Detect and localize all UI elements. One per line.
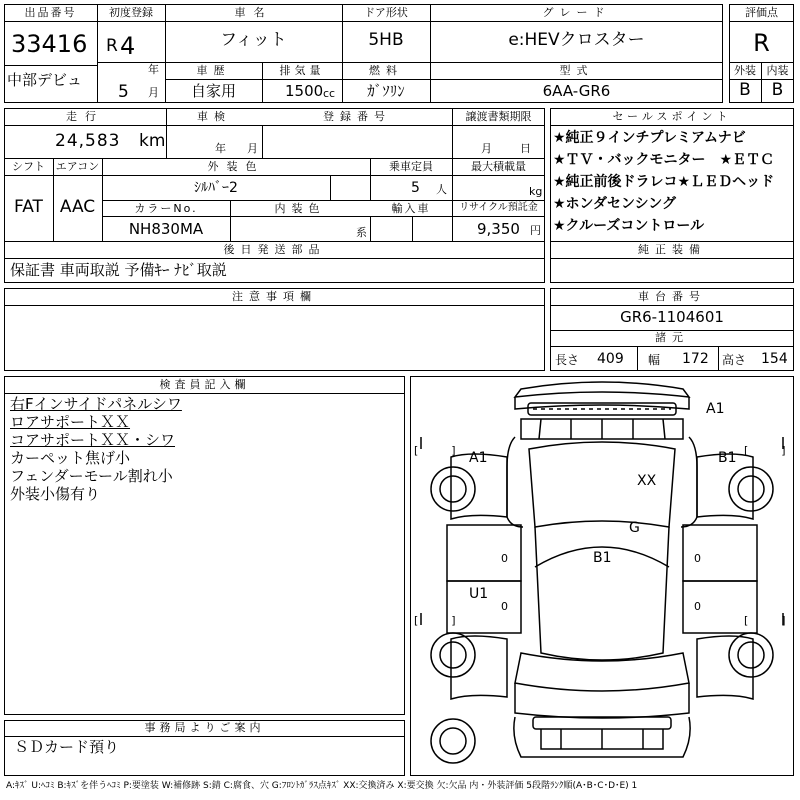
chassis-label: 車台番号: [638, 290, 706, 303]
load-label: 最大積載量: [471, 160, 526, 173]
office-label: 事務局よりご案内: [144, 721, 265, 734]
inspector-line: 外装小傷有り: [10, 485, 101, 503]
damage-mark: B1: [718, 450, 737, 466]
sales-point: ★クルーズコントロール: [553, 218, 705, 234]
transfer-label: 譲渡書類期限: [465, 110, 532, 123]
shift-value: FAT: [14, 197, 43, 217]
fuel-label: 燃料: [369, 64, 403, 77]
year-value: 4: [120, 32, 136, 60]
grade-value: e:HEVクロスター: [508, 30, 645, 50]
exterior-label: 外装: [734, 64, 756, 77]
inspection-label: 車検: [197, 110, 231, 123]
import-label: 輸入車: [391, 202, 431, 215]
bracket-mark: [ ]: [414, 444, 456, 457]
history-label: 車歴: [196, 64, 231, 77]
damage-mark: G: [629, 520, 640, 536]
legend-text: A:ｷｽﾞ U:ﾍｺﾐ B:ｷｽﾞを伴うﾍｺﾐ P:要塗装 W:補修跡 S:錆 C:腐食、穴 G:ﾌﾛﾝﾄｶﾞﾗｽ点ｷｽﾞ XX:交換済み X:要交換 欠:欠品 内・外装評価 5段階ﾗﾝｸ順(A･B･C･D･E) 1: [6, 781, 638, 791]
width-label: 幅: [648, 353, 661, 367]
score-label: 評価点: [745, 6, 778, 19]
inspector-line: フェンダーモール割れ小: [10, 467, 173, 485]
mileage-label: 走行: [66, 110, 104, 123]
exterior-score: B: [739, 80, 751, 100]
displacement-value: 1500: [285, 82, 324, 100]
model-value: 6AA-GR6: [542, 82, 611, 100]
car-diagram: [410, 376, 794, 776]
interior-score: B: [771, 80, 784, 100]
recycle-value: 9,350: [477, 220, 520, 238]
debut-text: 中部デビュ: [7, 71, 83, 89]
inspection-year-unit: 年: [215, 142, 226, 155]
inspector-line: ロアサポートＸＸ: [10, 413, 131, 431]
specs-label: 諸元: [655, 331, 689, 344]
width-value: 172: [682, 351, 709, 367]
int-color-label: 内装色: [274, 202, 326, 215]
ext-color-value: ｼﾙﾊﾞｰ2: [194, 180, 238, 196]
month-value: 5: [118, 82, 129, 102]
mileage-value: 24,583: [55, 131, 121, 151]
door-handle-mark: 0: [694, 552, 701, 565]
interior-label: 内装: [766, 64, 789, 77]
damage-mark: A1: [469, 450, 488, 466]
car-outline: [411, 377, 793, 775]
equipment-label: 純正装備: [638, 243, 706, 256]
load-unit: kg: [529, 185, 543, 198]
first-reg-label: 初度登録: [109, 6, 153, 19]
bracket-mark: [ ]: [744, 614, 786, 627]
displacement-label: 排気量: [279, 64, 325, 77]
transfer-month-unit: 月: [481, 142, 492, 155]
lot-number: 33416: [11, 30, 88, 58]
lot-label: 出品番号: [24, 6, 77, 19]
year-unit: 年: [148, 63, 159, 76]
door-label: ドア形状: [364, 6, 408, 19]
capacity-unit: 人: [436, 183, 447, 196]
reg-number-label: 登録番号: [323, 110, 391, 123]
inspector-line: コアサポートＸＸ・シワ: [10, 431, 176, 449]
aircon-value: AAC: [59, 197, 96, 217]
model-label: 型式: [559, 64, 594, 77]
sales-point: ★純正前後ドラレコ★ＬＥＤヘッド: [553, 174, 775, 190]
inspector-label: 検査員記入欄: [159, 378, 250, 391]
door-value: 5HB: [368, 30, 404, 50]
length-value: 409: [597, 351, 624, 367]
aircon-label: エアコン: [55, 160, 100, 173]
sales-label: セールスポイント: [612, 110, 732, 123]
length-label: 長さ: [555, 353, 580, 367]
car-name-label: 車名: [234, 6, 273, 19]
recycle-label: リサイクル預託金: [459, 202, 538, 213]
color-no-value: NH830MA: [128, 220, 204, 238]
sales-point: ★純正９インチプレミアムナビ: [553, 130, 746, 146]
damage-mark: B1: [593, 550, 612, 566]
transfer-day-unit: 日: [520, 142, 531, 155]
grade-label: グレード: [542, 6, 611, 19]
displacement-unit: cc: [323, 87, 336, 100]
height-value: 154: [761, 351, 788, 367]
shift-label: シフト: [12, 160, 45, 173]
fuel-value: ｶﾞｿﾘﾝ: [367, 82, 405, 100]
office-note: ＳＤカード預り: [14, 738, 120, 756]
int-color-unit: 系: [356, 226, 367, 239]
ext-color-label: 外装色: [207, 160, 265, 173]
capacity-label: 乗車定員: [389, 160, 433, 173]
later-parts-value: 保証書 車両取説 予備ｷｰ ﾅﾋﾞ取説: [10, 261, 227, 279]
era: R: [106, 36, 118, 56]
chassis-number: GR6-1104601: [620, 308, 724, 326]
capacity-value: 5: [411, 180, 420, 196]
later-parts-label: 後日発送部品: [223, 243, 326, 256]
sales-point: ★ホンダセンシング: [553, 196, 677, 212]
recycle-unit: 円: [530, 224, 541, 237]
mileage-unit: km: [139, 131, 166, 151]
damage-mark: XX: [637, 473, 657, 489]
bracket-mark: [ ]: [414, 614, 456, 627]
height-label: 高さ: [722, 353, 747, 367]
door-handle-mark: 0: [694, 600, 701, 613]
sales-point: ★ＴＶ・バックモニター ★ＥＴＣ: [553, 152, 775, 168]
inspector-line: 右Fインサイドパネルシワ: [10, 395, 182, 413]
inspector-line: カーペット焦げ小: [10, 449, 131, 467]
damage-mark: U1: [469, 586, 489, 602]
inspection-month-unit: 月: [247, 142, 258, 155]
score-value: R: [753, 29, 770, 57]
door-handle-mark: 0: [501, 552, 508, 565]
bracket-mark: [ ]: [744, 444, 786, 457]
car-name: フィット: [220, 30, 287, 50]
damage-mark: A1: [706, 401, 725, 417]
notes-label: 注意事項欄: [232, 290, 317, 303]
door-handle-mark: 0: [501, 600, 508, 613]
history-value: 自家用: [190, 82, 236, 100]
month-unit: 月: [148, 86, 159, 99]
color-no-label: カラーNo.: [134, 202, 198, 215]
